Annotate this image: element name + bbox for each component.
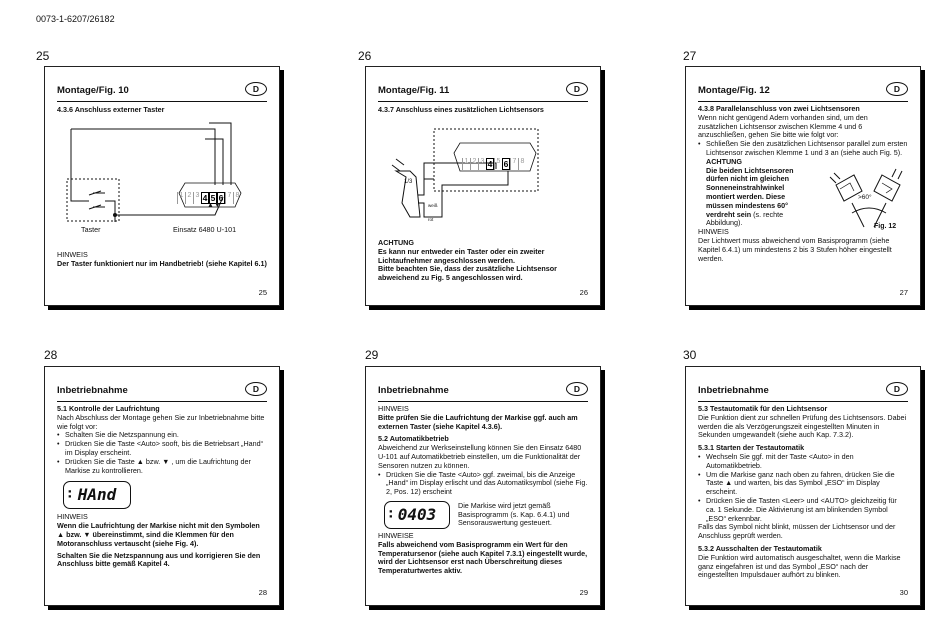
display-value: HAnd	[77, 485, 117, 505]
page-card-29	[365, 366, 601, 606]
warning-text-2: Bitte beachten Sie, dass der zusätzliche Lichtsensor abweichend zu Fig. 5 angeschlossen wird.	[378, 264, 557, 283]
intro-text: Die Funktion dient zur schnellen Prüfung des Lichtsensors. Dabei werden die als Verzögerungszeit eingestellten Minuten in Sekunden umgewandelt (siehe auch Kap. 7.3.2).	[698, 412, 907, 440]
page-card-27	[685, 66, 921, 306]
terminal-7: 7	[225, 192, 233, 204]
page-number-26: 26	[358, 49, 372, 63]
terminal-1: 1	[177, 192, 185, 204]
terminal-block	[462, 158, 526, 170]
page-title: Montage/Fig. 11	[378, 85, 450, 96]
language-badge: D	[886, 382, 908, 396]
note-text: Der Lichtwert muss abweichend vom Basisprogramm (siehe Kapitel 6.4.1) um mindestens 2 bis 3 Stufen höher eingestellt werden.	[698, 235, 892, 263]
label-1-3: 1/3	[404, 179, 413, 185]
terminal-1: 1	[462, 158, 470, 170]
terminal-6: 6	[503, 159, 509, 169]
terminal-8: 8	[233, 192, 241, 204]
warning-heading: ACHTUNG	[378, 238, 414, 247]
note-heading: HINWEIS	[57, 250, 88, 259]
note-heading: HINWEIS	[698, 227, 729, 237]
display-value: 0403	[397, 504, 437, 524]
terminal-2: 2	[185, 192, 193, 204]
note-text-2: Schalten Sie die Netzspannung aus und korrigieren Sie den Anschluss bitte gemäß Kapitel 4.	[57, 550, 261, 569]
page-number-30: 30	[683, 348, 697, 362]
page-body	[698, 405, 908, 580]
page-footer: 28	[258, 588, 267, 597]
page-card-26	[365, 66, 601, 306]
note-heading: HINWEIS	[57, 512, 88, 522]
page-body	[57, 405, 267, 569]
page-title: Inbetriebnahme	[57, 385, 128, 396]
language-badge: D	[566, 82, 588, 96]
terminal-5: 5	[494, 158, 502, 170]
page-number-28: 28	[44, 348, 58, 362]
page-body	[378, 405, 588, 576]
page-number-25: 25	[36, 49, 50, 63]
page-footer: 29	[579, 588, 588, 597]
note2-text: Falls abweichend vom Basisprogramm ein Wert für den Temperatursenor (siehe auch Kapitel 7.3.1) eingestellt wurde, wird der Lichtsensor erst nach Überschreitung dieses Temperaturtwertes aktiv.	[378, 539, 588, 576]
terminal-3: 3	[193, 192, 201, 204]
display-dots: ▪ ▪	[68, 488, 72, 501]
fig-10-wiring-diagram	[45, 67, 281, 307]
page-card-25	[44, 66, 280, 306]
terminal-3: 3	[478, 158, 486, 170]
terminal-4: 4	[487, 159, 493, 169]
warning	[378, 239, 588, 283]
page-title: Inbetriebnahme	[698, 385, 769, 396]
title-rule	[57, 401, 267, 402]
display-row	[384, 501, 588, 529]
terminal-2: 2	[470, 158, 478, 170]
page-footer: 25	[258, 288, 267, 297]
after-text: Falls das Symbol nicht blinkt, müssen der Lichtsensor und der Anschluss geprüft werden.	[698, 522, 896, 541]
figure-label: Fig. 12	[874, 223, 897, 230]
page-footer: 26	[579, 288, 588, 297]
language-badge: D	[886, 82, 908, 96]
document-id: 0073-1-6207/26182	[36, 14, 115, 24]
terminal-6: 6	[218, 193, 224, 203]
list-item: • Drücken Sie die Taste <Auto> ggf. zweimal, bis die Anzeige „Hand“ im Display erlischt und das Automatiksymbol (siehe Fig. 2, Pos. 12) erscheint	[378, 471, 588, 497]
page-footer: 30	[899, 588, 908, 597]
section-heading: 5.2 Automatikbetrieb	[378, 434, 449, 444]
page-title: Inbetriebnahme	[378, 385, 449, 396]
bullet-list	[57, 431, 267, 475]
terminal-7: 7	[510, 158, 518, 170]
display-dots: ▪ ▪	[389, 507, 393, 520]
label-rot: rot	[428, 217, 434, 222]
page-card-30	[685, 366, 921, 606]
list-item: • Schließen Sie den zusätzlichen Lichtsensor parallel zum ersten Lichtsensor zwischen Klemme 1 und 3 an (siehe auch Fig. 5).	[698, 140, 908, 158]
note-heading: HINWEIS	[378, 404, 409, 413]
list-item: • Wechseln Sie ggf. mit der Taste <Auto> in den Automatikbetrieb.	[698, 453, 908, 471]
list-item: • Schalten Sie die Netzspannung ein.	[57, 431, 267, 440]
label-taster: Taster	[81, 225, 101, 234]
title-rule	[698, 401, 908, 402]
note2-heading: HINWEISE	[378, 530, 414, 540]
list-item: • Drücken Sie die Tasten <Leer> und <AUTO> gleichzeitig für ca. 1 Sekunde. Die Aktivierung ist am blinkenden Symbol „ESO“ erkennbar.	[698, 497, 908, 523]
language-badge: D	[245, 382, 267, 396]
subsection-heading-1: 5.3.1 Starten der Testautomatik	[698, 443, 805, 453]
language-badge: D	[566, 382, 588, 396]
language-badge: D	[245, 82, 267, 96]
display-caption: Die Markise wird jetzt gemäß Basisprogramm (s. Kap. 6.4.1) und Sensorauswertung gesteuert.	[458, 500, 570, 528]
section-heading: 4.3.8 Parallelanschluss von zwei Lichtsensoren	[698, 104, 860, 113]
section-heading: 4.3.6 Anschluss externer Taster	[57, 105, 165, 114]
lcd-display	[384, 501, 450, 529]
section-heading: 5.3 Testautomatik für den Lichtsensor	[698, 404, 828, 413]
warning-ref: (s. rechte Abbildung).	[706, 209, 784, 228]
page-card-28	[44, 366, 280, 606]
page-footer: 27	[899, 288, 908, 297]
angle-label: >60°	[858, 194, 872, 201]
warning-text: Die beiden Lichtsensoren dürfen nicht im gleichen Sonneneinstrahlwinkel montiert werden. Diese müssen mindestens 60° verdreht sein	[706, 165, 794, 219]
page-title: Montage/Fig. 12	[698, 85, 770, 96]
list-item: • Drücken Sie die Taste <Auto> sooft, bis die Betriebsart „Hand“ im Display erscheint.	[57, 440, 267, 458]
section-heading: 5.1 Kontrolle der Laufrichtung	[57, 404, 160, 413]
intro-text: Nach Abschluss der Montage gehen Sie zur Inbetriebnahme bitte wie folgt vor:	[57, 412, 265, 431]
section-heading: 4.3.7 Anschluss eines zusätzlichen Lichtsensors	[378, 105, 544, 114]
fig-12-sensor-angle	[686, 67, 922, 307]
label-einsatz: Einsatz 6480 U-101	[173, 225, 237, 234]
list-item: • Um die Markise ganz nach oben zu fahren, drücken Sie die Taste ▲ und warten, bis das Symbol „ESO“ im Display erscheint.	[698, 471, 908, 497]
up-down-arrows: ▲▼	[207, 202, 221, 209]
subsection-heading-2: 5.3.2 Ausschalten der Testautomatik	[698, 543, 822, 553]
note	[57, 251, 267, 269]
intro-text: Abweichend zur Werkseinstellung können Sie den Einsatz 6480 U-101 auf Automatikbetrieb einstellen, um die Funktionalität der Sensoren nutzen zu können.	[378, 443, 582, 470]
note-text: Bitte prüfen Sie die Laufrichtung der Markise ggf. auch am externen Taster (siehe Kapitel 4.3.6).	[378, 412, 578, 431]
lcd-display	[63, 481, 131, 509]
page-number-27: 27	[683, 49, 697, 63]
terminal-4: 4	[202, 193, 208, 203]
list-item: • Drücken Sie die Taste ▲ bzw. ▼ , um die Laufrichtung der Markise zu kontrollieren.	[57, 458, 267, 476]
terminal-8: 8	[518, 158, 526, 170]
page-number-29: 29	[365, 348, 379, 362]
terminal-5: 5	[210, 193, 216, 203]
warning-heading: ACHTUNG	[706, 156, 742, 166]
page-title: Montage/Fig. 10	[57, 85, 129, 96]
intro-text: Wenn nicht genügend Adern vorhanden sind, um den zusätzlichen Lichtsensor zwischen Klemme 4 und 6 anzuschließen, gehen Sie bitte wie folgt vor:	[698, 112, 868, 140]
note-text: Der Taster funktioniert nur im Handbetrieb! (siehe Kapitel 6.1)	[57, 258, 267, 268]
warning-text-1: Es kann nur entweder ein Taster oder ein zweiter Lichtaufnehmer angeschlossen werden.	[378, 246, 545, 265]
label-weiss: weiß	[428, 203, 438, 208]
title-rule	[378, 401, 588, 402]
bullet-list	[698, 453, 908, 523]
note-text-1: Wenn die Laufrichtung der Markise nicht mit den Symbolen ▲ bzw. ▼ übereinstimmt, sind die Klemmen für den Motoranschluss vertauscht (siehe Fig. 4).	[57, 521, 260, 548]
end-text: Die Funktion wird automatisch ausgeschaltet, wenn die Markise ganz eingefahren ist und das Symbol „ESO“ nach der eingestellten Impulsdauer aufhört zu blinken.	[698, 552, 901, 580]
bullet-list	[378, 471, 588, 497]
